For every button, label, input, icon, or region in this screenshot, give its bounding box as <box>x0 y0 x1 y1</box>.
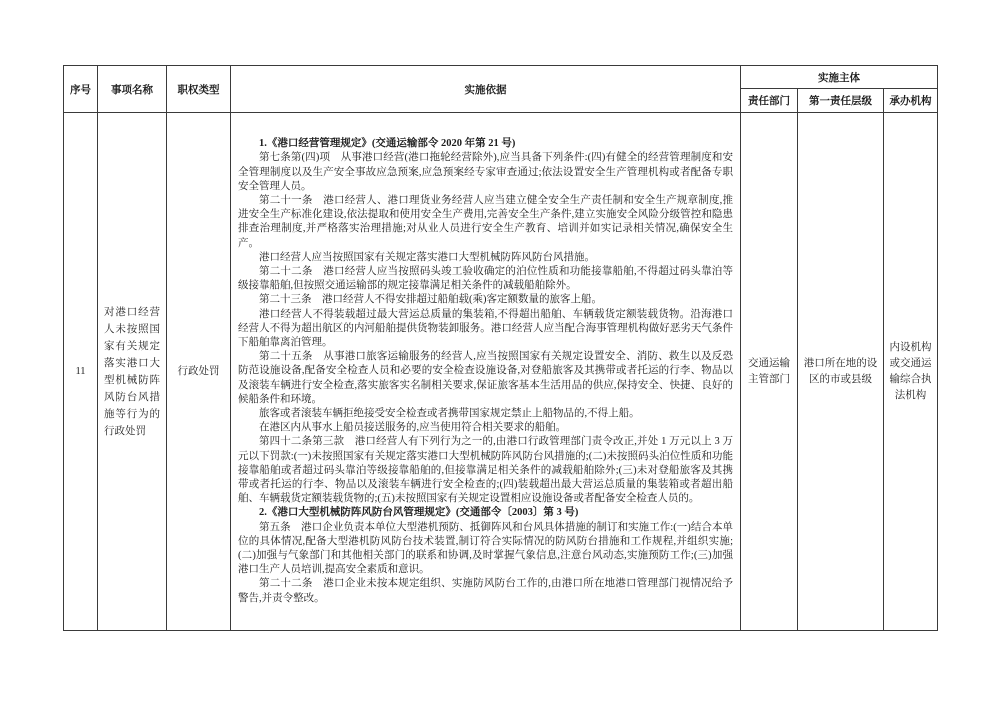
basis-paragraph: 第二十二条 港口经营人应当按照码头竣工验收确定的泊位性质和功能接靠船舶,不得超过码头靠泊等级接靠船舶,但按照交通运输部的规定接靠满足相关条件的减载船舶除外。 <box>238 265 733 292</box>
header-implementation-basis: 实施依据 <box>231 66 741 113</box>
header-serial: 序号 <box>64 66 98 113</box>
basis-paragraph: 第五条 港口企业负责本单位大型港机预防、抵御阵风和台风具体措施的制订和实施工作:(一)结合本单位的具体情况,配备大型港机防风防台技术装置,制订符合实际情况的防风防台措施和工作规程,并组织实施;(二)加强与气象部门和其他相关部门的联系和协调,及时掌握气象信息,注意台风动态,实施预防工作;(三)加强港口生产人员培训,提高安全素质和意识。 <box>238 521 733 576</box>
basis-paragraph: 第二十一条 港口经营人、港口理货业务经营人应当建立健全安全生产责任制和安全生产规章制度,推进安全生产标准化建设,依法提取和使用安全生产费用,完善安全生产条件,建立实施安全风险分级管控和隐患排查治理制度,并严格落实治理措施;对从业人员进行安全生产教育、培训并如实记录相关情况,确保安全生产。 <box>238 194 733 249</box>
basis-paragraph: 2.《港口大型机械防阵风防台风管理规定》(交通部令〔2003〕第 3 号) <box>259 507 579 519</box>
cell-item-name: 对港口经营人未按照国家有关规定落实港口大型机械防阵风防台风措施等行为的行政处罚 <box>98 113 167 631</box>
basis-paragraph: 第二十三条 港口经营人不得安排超过船舶载(乘)客定额数量的旅客上船。 <box>259 294 602 306</box>
cell-responsible-department: 交通运输主管部门 <box>741 113 798 631</box>
basis-paragraph: 第四十二条第三款 港口经营人有下列行为之一的,由港口行政管理部门责令改正,并处 1 万元以上 3 万元以下罚款:(一)未按照国家有关规定落实港口大型机械防阵风防台风措施的;(二)未按照码头泊位性质和功能接靠船舶或者超过码头靠泊等级接靠船舶的,但接靠满足相关条件的减载船舶除外;(三)未对登船旅客及其携带或者托运的行李、物品以及滚装车辆进行安全检查的;(四)装载超出最大营运总质量的集装箱或者超出船舶、车辆载货定额装载货物的;(五)未按照国家有关规定设置相应设施设备或者配备安全检查人员的。 <box>238 436 733 505</box>
cell-first-responsibility-level: 港口所在地的设区的市或县级 <box>798 113 884 631</box>
cell-implementation-basis <box>231 113 741 631</box>
basis-paragraph: 港口经营人应当按照国家有关规定落实港口大型机械防阵风防台风措施。 <box>259 251 595 263</box>
basis-paragraph: 第二十二条 港口企业未按本规定组织、实施防风防台工作的,由港口所在地港口管理部门视情况给予警告,并责令整改。 <box>238 578 733 604</box>
header-authority-type: 职权类型 <box>167 66 231 113</box>
header-row-top <box>64 66 938 89</box>
basis-paragraph: 1.《港口经营管理规定》(交通运输部令 2020 年第 21 号) <box>259 138 516 150</box>
basis-paragraph: 旅客或者滚装车辆拒绝接受安全检查或者携带国家规定禁止上船物品的,不得上船。 <box>259 408 640 419</box>
header-handling-organization: 承办机构 <box>884 89 938 113</box>
basis-paragraph: 第二十五条 从事港口旅客运输服务的经营人,应当按照国家有关规定设置安全、消防、救生以及反恐防范设施设备,配备安全检查人员和必要的安全检查设施设备,对登船旅客及其携带或者托运的行李、物品以及滚装车辆进行安全检查,落实旅客实名制相关要求,保证旅客基本生活用品的供应,保持安全、快捷、良好的候船条件和环境。 <box>238 351 733 405</box>
header-item-name: 事项名称 <box>98 66 167 113</box>
basis-paragraph: 港口经营人不得装载超过最大营运总质量的集装箱,不得超出船舶、车辆载货定额装载货物。沿海港口经营人不得为超出航区的内河船舶提供货物装卸服务。港口经营人应当配合海事管理机构做好恶劣天气条件下船舶靠离泊管理。 <box>238 308 733 348</box>
cell-handling-organization: 内设机构或交通运输综合执法机构 <box>884 113 938 631</box>
header-responsible-department: 责任部门 <box>741 89 798 113</box>
header-implementation-subject: 实施主体 <box>741 66 938 89</box>
authority-matters-table <box>63 65 938 631</box>
header-first-responsibility-level: 第一责任层级 <box>798 89 884 113</box>
basis-paragraph: 第七条第(四)项 从事港口经营(港口拖轮经营除外),应当具备下列条件:(四)有健全的经营管理制度和安全管理制度以及生产安全事故应急预案,应急预案经专家审查通过;依法设置安全生产管理机构或者配备专职安全管理人员。 <box>238 152 733 192</box>
cell-serial-number: 11 <box>64 113 98 631</box>
table-row <box>64 113 938 631</box>
cell-authority-type: 行政处罚 <box>167 113 231 631</box>
basis-paragraph: 在港区内从事水上船员接送服务的,应当使用符合相关要求的船舶。 <box>259 422 567 434</box>
